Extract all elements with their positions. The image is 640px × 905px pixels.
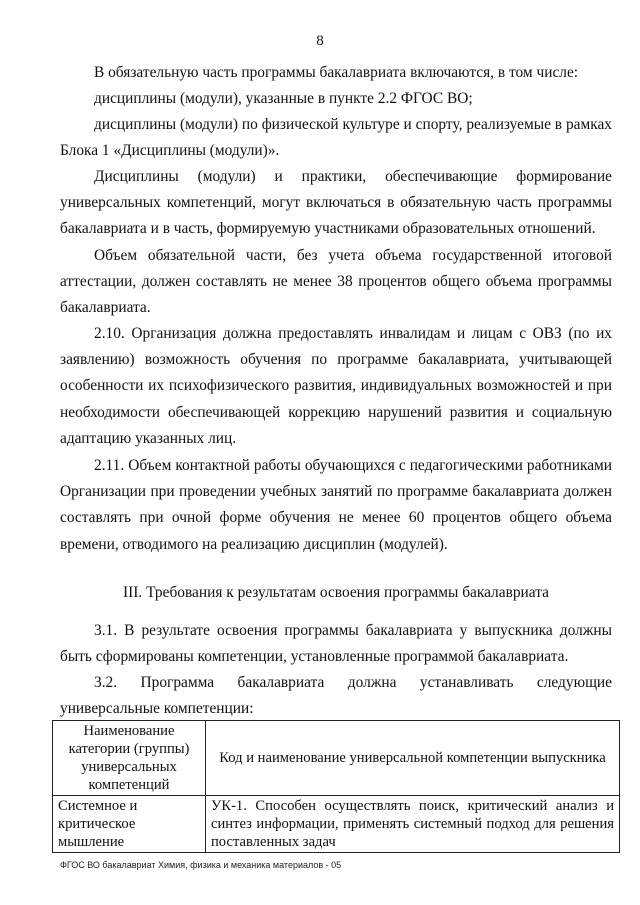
section-title: III. Требования к результатам освоения программы бакалавриата — [123, 584, 549, 601]
table-row — [53, 796, 620, 853]
competences-table — [52, 720, 620, 853]
table-cell-competence: УК-1. Способен осуществлять поиск, критический анализ и синтез информации, применять системный подход для решения поставленных задач — [206, 796, 620, 853]
paragraph-disciplines-2-2: дисциплины (модули), указанные в пункте 2.2 ФГОС ВО; — [94, 90, 473, 107]
table-header-row — [53, 721, 620, 796]
page-number: 8 — [316, 33, 324, 49]
paragraph-2-10: 2.10. Организация должна предоставлять инвалидам и лицам с ОВЗ (по их заявлению) возможность обучения по программе бакалавриата, учитывающей особенности их психофизического развития, индивидуальных возможностей и при необходимости обеспечивающей коррекцию нарушений развития и социальную адаптацию указанных лиц. — [60, 325, 612, 447]
table-header-competence: Код и наименование универсальной компетенции выпускника — [206, 721, 620, 796]
page-footer: ФГОС ВО бакалавриат Химия, физика и механика материалов - 05 — [60, 860, 342, 870]
paragraph-universal-competences: Дисциплины (модули) и практики, обеспечивающие формирование универсальных компетенций, могут включаться в обязательную часть программы бакалавриата и в часть, формируемую участниками образовательных отношений. — [60, 168, 612, 238]
paragraph-physical-culture: дисциплины (модули) по физической культуре и спорту, реализуемые в рамках Блока 1 «Дисциплины (модули)». — [60, 116, 612, 160]
paragraph-mandatory-volume: Объем обязательной части, без учета объема государственной итоговой аттестации, должен составлять не менее 38 процентов общего объема программы бакалавриата. — [60, 247, 612, 317]
table-cell-category: Системное и критическое мышление — [53, 796, 206, 853]
table-header-category: Наименование категории (группы) универсальных компетенций — [53, 721, 206, 796]
paragraph-2-11: 2.11. Объем контактной работы обучающихся с педагогическими работниками Организации при проведении учебных занятий по программе бакалавриата должен составлять при очной форме обучения не менее 60 процентов общего объема времени, отводимого на реализацию дисциплин (модулей). — [60, 457, 612, 553]
paragraph-3-2: 3.2. Программа бакалавриата должна устанавливать следующие универсальные компетенции: — [60, 674, 612, 718]
paragraph-mandatory-part: В обязательную часть программы бакалавриата включаются, в том числе: — [94, 64, 579, 81]
paragraph-3-1: 3.1. В результате освоения программы бакалавриата у выпускника должны быть сформированы компетенции, установленные программой бакалавриата. — [60, 622, 612, 666]
